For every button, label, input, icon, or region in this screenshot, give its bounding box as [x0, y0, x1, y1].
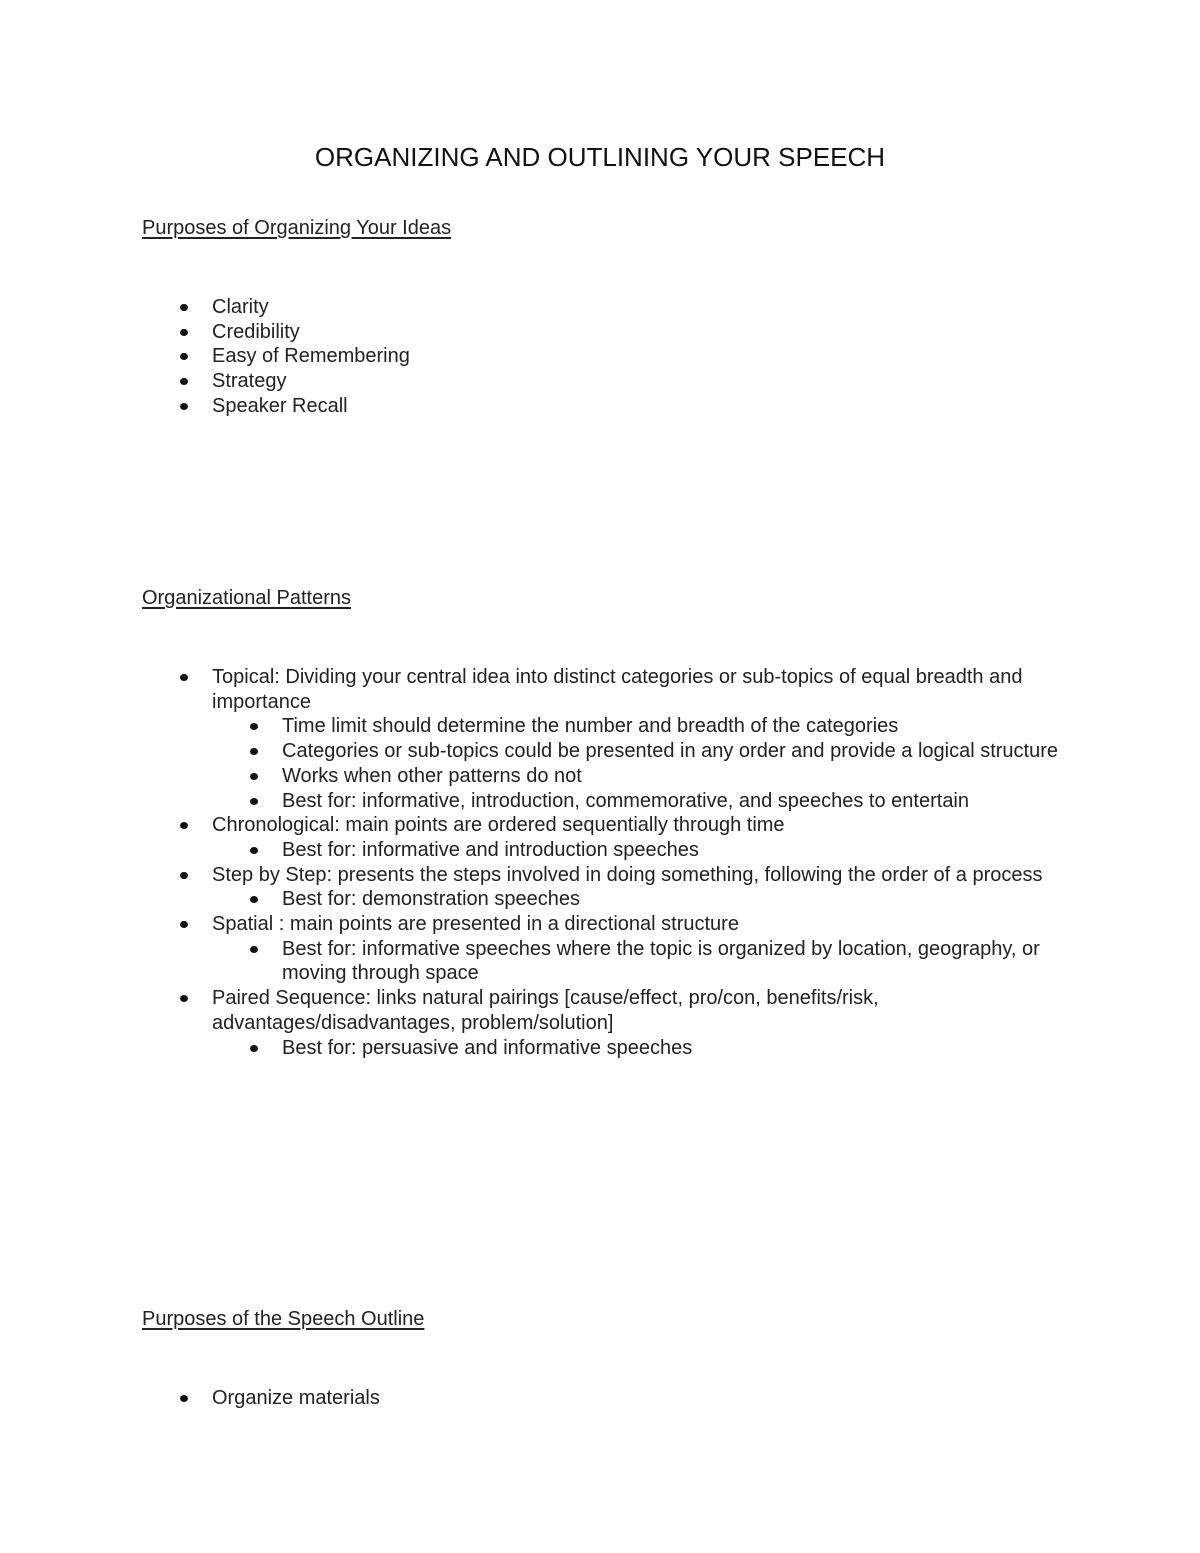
- section-heading-organizational-patterns: Organizational Patterns: [142, 587, 352, 609]
- list-item-text: Paired Sequence: links natural pairings [cause/effect, pro/con, benefits/risk, advantages/disadvantages, problem/solution]: [212, 987, 879, 1034]
- sub-list-item: Best for: informative and introduction speeches: [282, 838, 1072, 863]
- list-item-paired-sequence: [212, 986, 1072, 1060]
- sub-list-item: Best for: informative, introduction, commemorative, and speeches to entertain: [282, 789, 1072, 814]
- sub-list-item: Categories or sub-topics could be presented in any order and provide a logical structure: [282, 739, 1072, 764]
- sub-list: [212, 1036, 1072, 1061]
- sub-list-item: Works when other patterns do not: [282, 764, 1072, 789]
- list-item: Strategy: [212, 369, 1072, 394]
- list-item-text: Topical: Dividing your central idea into distinct categories or sub-topics of equal breadth and importance: [212, 666, 1023, 713]
- list-item-step-by-step: [212, 863, 1072, 912]
- list-item-text: Spatial : main points are presented in a directional structure: [212, 913, 739, 936]
- section-heading-speech-outline: Purposes of the Speech Outline: [142, 1308, 425, 1330]
- sub-list: [212, 937, 1072, 986]
- section-heading-purposes-organizing: Purposes of Organizing Your Ideas: [142, 217, 452, 239]
- purposes-list: [212, 295, 1072, 419]
- list-item-text: Chronological: main points are ordered sequentially through time: [212, 814, 785, 837]
- list-item: Easy of Remembering: [212, 344, 1072, 369]
- list-item-chronological: [212, 813, 1072, 862]
- list-item: Credibility: [212, 320, 1072, 345]
- list-item: Organize materials: [212, 1386, 1072, 1411]
- sub-list-item: Best for: demonstration speeches: [282, 887, 1072, 912]
- patterns-list: [212, 665, 1072, 1060]
- sub-list: [212, 714, 1072, 813]
- outline-purposes-list: [212, 1386, 1072, 1411]
- sub-list-item: Best for: persuasive and informative speeches: [282, 1036, 1072, 1061]
- sub-list: [212, 838, 1072, 863]
- list-item-topical: [212, 665, 1072, 813]
- list-item-spatial: [212, 912, 1072, 986]
- list-item: Speaker Recall: [212, 394, 1072, 419]
- page-title: ORGANIZING AND OUTLINING YOUR SPEECH: [314, 142, 886, 172]
- sub-list-item: Time limit should determine the number and breadth of the categories: [282, 714, 1072, 739]
- list-item-text: Step by Step: presents the steps involved in doing something, following the order of a process: [212, 863, 1043, 886]
- sub-list: [212, 887, 1072, 912]
- sub-list-item: Best for: informative speeches where the topic is organized by location, geography, or moving through space: [282, 937, 1072, 986]
- list-item: Clarity: [212, 295, 1072, 320]
